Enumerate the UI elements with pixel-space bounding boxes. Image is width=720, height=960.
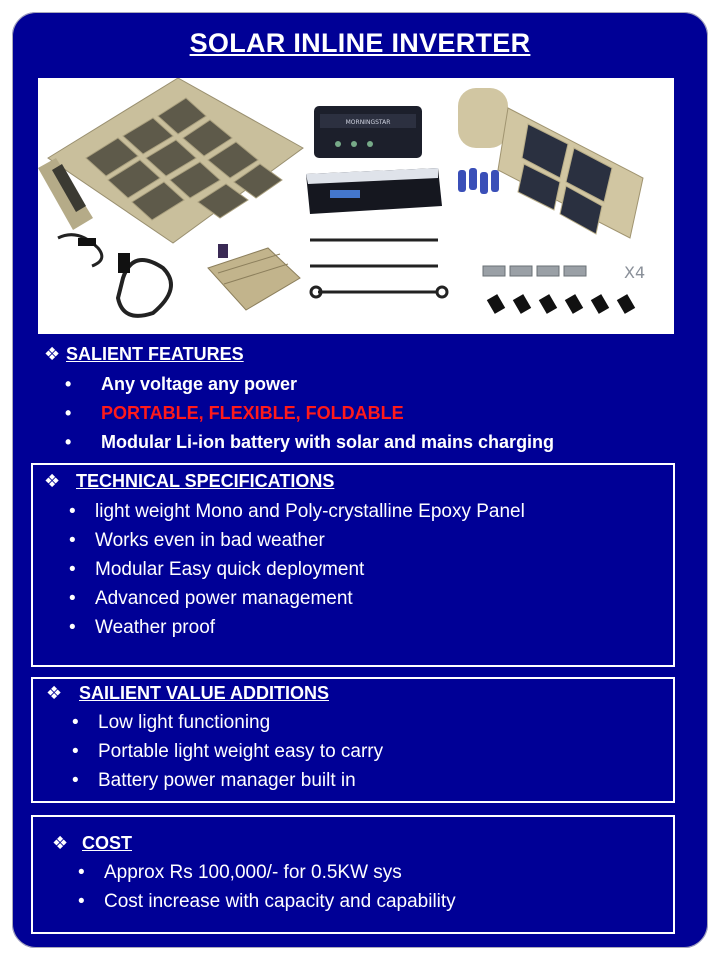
slide-title: SOLAR INLINE INVERTER: [189, 28, 531, 58]
diamond-bullet-icon: ❖: [46, 683, 63, 703]
list-item: • light weight Mono and Poly-crystalline Epoxy Panel: [69, 501, 525, 522]
salient-features-heading: ❖ SALIENT FEATURES: [44, 344, 244, 364]
battery-cables: [310, 240, 447, 297]
carry-bag: [208, 244, 300, 310]
value-additions-heading: ❖ SAILIENT VALUE ADDITIONS: [46, 683, 330, 703]
battery-cells: [458, 168, 499, 194]
list-item: • Weather proof: [69, 617, 216, 638]
diamond-bullet-icon: ❖: [52, 833, 69, 853]
value-additions-list: [72, 708, 384, 795]
cable-connectors: [58, 235, 171, 316]
diamond-bullet-icon: ❖: [44, 344, 61, 364]
inverter-unit: [306, 168, 442, 214]
connector-plug: [78, 238, 96, 246]
solar-kit-illustration: [38, 78, 674, 334]
product-photo: [38, 78, 674, 334]
list-item: • Any voltage any power: [65, 374, 298, 394]
diamond-bullet-icon: ❖: [44, 471, 61, 491]
list-item: • Modular Li-ion battery with solar and mains charging: [65, 432, 555, 452]
charge-controller: [314, 106, 422, 158]
list-item: • Advanced power management: [69, 588, 353, 609]
list-item: • Battery power manager built in: [72, 770, 356, 791]
list-item: • Cost increase with capacity and capability: [78, 891, 456, 912]
quantity-label: X4: [624, 263, 646, 282]
cost-list: [78, 858, 456, 916]
list-item: • Approx Rs 100,000/- for 0.5KW sys: [78, 862, 402, 883]
list-item: • Works even in bad weather: [69, 530, 325, 551]
list-item: • Portable light weight easy to carry: [72, 741, 384, 762]
list-item: • PORTABLE, FLEXIBLE, FOLDABLE: [65, 403, 404, 423]
list-item: • Low light functioning: [72, 712, 271, 733]
list-item: • Modular Easy quick deployment: [69, 559, 365, 580]
mc4-connectors: [487, 294, 635, 314]
cost-heading: ❖ COST: [52, 833, 133, 853]
folding-solar-panel: [38, 78, 303, 243]
technical-specifications-heading: ❖ TECHNICAL SPECIFICATIONS: [44, 471, 335, 491]
svg-text:MORNINGSTAR: MORNINGSTAR: [345, 119, 391, 126]
mounting-clips: [483, 266, 586, 276]
compact-solar-panel: [458, 88, 643, 238]
technical-specifications-list: [69, 497, 525, 642]
salient-features-list: [65, 370, 555, 457]
